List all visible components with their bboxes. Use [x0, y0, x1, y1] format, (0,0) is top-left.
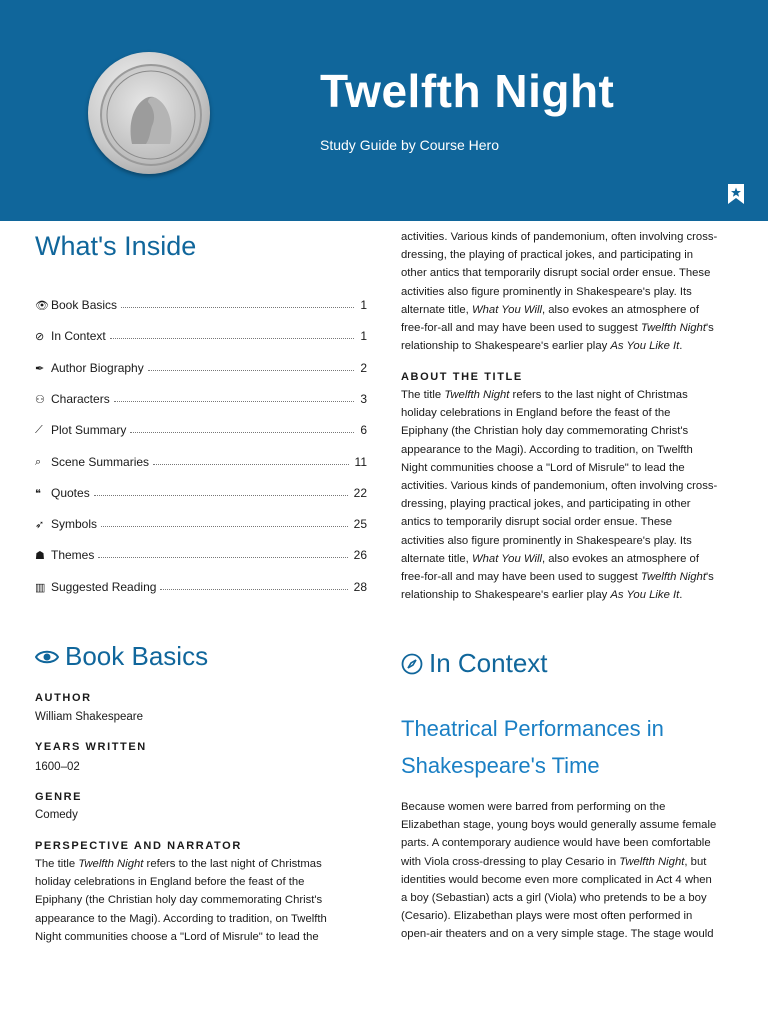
text-line: parts. A contemporary audience would have been comfortable: [401, 837, 711, 850]
toc-leader-dots: [110, 338, 355, 339]
toc-item-label: Book Basics: [51, 298, 118, 312]
toc-item-in-context[interactable]: [35, 325, 367, 343]
text-line: a boy (Sebastian) acts a girl (Viola) who pretends to be a boy: [401, 892, 707, 905]
text-line: Epiphany (the Christian holy day commemorating Christ's: [35, 894, 323, 907]
toc-item-label: Author Biography: [51, 360, 144, 375]
text-line: Night communities choose a "Lord of Misrule" to lead the: [401, 461, 685, 474]
toc-item-book-basics[interactable]: [35, 294, 367, 312]
book-basics-title: Book Basics: [65, 641, 209, 671]
text-line: activities. Various kinds of pandemonium, often involving cross-: [401, 231, 718, 243]
text-line: free-for-all and may have been used to suggest Twelfth Night's: [401, 322, 714, 335]
text-line: appearance to the Magi). According to tradition, on Twelfth: [401, 443, 693, 456]
line-chart-icon: ⟋: [35, 424, 43, 437]
toc-item-label: In Context: [51, 329, 106, 344]
toc-item-page: 2: [360, 360, 367, 375]
toc-item-page: 11: [354, 454, 367, 469]
text-line: appearance to the Magi). According to tradition, on Twelfth: [35, 912, 327, 925]
text-line: alternate title, What You Will, also evokes an atmosphere of: [401, 303, 699, 316]
eye-icon: 👁: [35, 300, 49, 312]
about-title-label: ABOUT THE TITLE: [401, 371, 523, 383]
theatrical-subheading: [401, 710, 664, 784]
toc-leader-dots: [148, 370, 355, 371]
text-line: (Cesario). Elizabethan plays were most often performed in: [401, 910, 693, 923]
text-line: relationship to Shakespeare's earlier play As You Like It.: [401, 340, 683, 353]
theatrical-paragraph: [401, 798, 716, 944]
perspective-label: PERSPECTIVE AND NARRATOR: [35, 840, 242, 852]
toc-item-label: Suggested Reading: [51, 579, 157, 594]
text-line: activities also figure prominently in Shakespeare's play. Its: [401, 534, 692, 547]
quote-icon: ❝: [35, 487, 41, 500]
bookmark-star-icon[interactable]: [728, 184, 744, 204]
toc-item-scene-summaries[interactable]: [35, 451, 367, 469]
in-context-heading: [401, 648, 548, 679]
text-line: activities also figure prominently in Shakespeare's play. Its: [401, 285, 692, 298]
bird-icon: ➶: [35, 519, 45, 532]
author-value: William Shakespeare: [35, 711, 144, 723]
toc-item-author-biography[interactable]: [35, 357, 367, 375]
toc-item-page: 6: [360, 423, 367, 438]
toc-item-quotes[interactable]: [35, 482, 367, 500]
toc-item-page: 22: [353, 485, 367, 500]
toc-leader-dots: [94, 495, 348, 496]
toc-item-label: Characters: [51, 391, 110, 406]
toc-item-symbols[interactable]: [35, 513, 367, 531]
text-line: holiday celebrations in England before the feast of the: [401, 407, 671, 420]
compass-icon: [401, 653, 423, 675]
text-line: Night communities choose a "Lord of Misrule" to lead the: [35, 930, 319, 943]
text-line: open-air theaters and on a very simple stage. The stage would: [401, 928, 714, 941]
toc-item-themes[interactable]: [35, 544, 367, 562]
eye-icon: [35, 649, 59, 665]
text-line: with Viola cross-dressing to play Cesario in Twelfth Night, but: [401, 855, 707, 868]
title-continued-paragraph: [401, 228, 717, 355]
author-label: AUTHOR: [35, 692, 92, 704]
toc-leader-dots: [130, 432, 354, 433]
years-value: 1600–02: [35, 761, 80, 773]
text-line: other antics that temporarily disrupt social order ensue. These: [401, 267, 711, 280]
years-label: YEARS WRITTEN: [35, 741, 147, 753]
toc-item-label: Themes: [51, 548, 95, 563]
toc-leader-dots: [121, 307, 354, 308]
in-context-title: In Context: [429, 648, 548, 678]
header-banner: [0, 0, 768, 221]
genre-value: Comedy: [35, 809, 78, 821]
twin-heads-icon: [102, 66, 200, 164]
magnifier-icon: ⌕: [35, 455, 42, 468]
text-line: relationship to Shakespeare's earlier play As You Like It.: [401, 589, 683, 602]
toc-item-page: 3: [360, 391, 367, 406]
toc-item-label: Symbols: [51, 517, 98, 532]
page-subtitle: Study Guide by Course Hero: [320, 137, 499, 153]
compass-icon: ⊘: [35, 331, 45, 344]
toc-item-page: 1: [360, 298, 367, 312]
book-basics-heading: [35, 641, 208, 672]
toc-item-label: Plot Summary: [51, 423, 127, 438]
text-line: Because women were barred from performing on the: [401, 801, 666, 813]
text-line: dressing, the playing of practical jokes, and participating in: [401, 249, 694, 262]
masks-icon: ☗: [35, 550, 45, 563]
toc-leader-dots: [101, 526, 348, 527]
pen-nib-icon: ✒: [35, 362, 45, 375]
text-line: The title Twelfth Night refers to the last night of Christmas: [401, 389, 688, 401]
text-line: free-for-all and may have been used to suggest Twelfth Night's: [401, 571, 714, 584]
toc-item-page: 1: [360, 329, 367, 344]
about-title-paragraph: [401, 386, 717, 604]
toc-leader-dots: [98, 557, 347, 558]
toc-item-suggested-reading[interactable]: [35, 576, 367, 594]
toc-item-page: 25: [353, 517, 367, 532]
text-line: Shakespeare's Time: [401, 753, 600, 778]
toc-item-label: Scene Summaries: [51, 454, 150, 469]
toc-leader-dots: [160, 589, 347, 590]
perspective-paragraph: [35, 855, 327, 946]
toc-heading: What's Inside: [35, 231, 197, 261]
coin-face: [100, 64, 202, 166]
toc-leader-dots: [114, 401, 355, 402]
toc-item-label: Quotes: [51, 485, 90, 500]
text-line: Theatrical Performances in: [401, 716, 664, 741]
text-line: Epiphany (the Christian holy day commemorating Christ's: [401, 425, 689, 438]
text-line: The title Twelfth Night refers to the last night of Christmas: [35, 858, 322, 870]
books-icon: ▥: [35, 581, 46, 594]
text-line: identities would become even more complicated in Act 4 when: [401, 873, 712, 886]
coin-logo-icon: [88, 52, 210, 174]
text-line: holiday celebrations in England before the feast of the: [35, 876, 305, 889]
toc-item-plot-summary[interactable]: [35, 419, 367, 437]
people-icon: ⚇: [35, 393, 45, 406]
page-title: Twelfth Night: [320, 65, 615, 117]
text-line: activities. Various kinds of pandemonium, often involving cross-: [401, 480, 718, 493]
toc-item-page: 26: [353, 548, 367, 563]
text-line: antics to temporarily disrupt social order ensue. These: [401, 516, 673, 529]
toc-item-page: 28: [353, 579, 367, 594]
toc-item-characters[interactable]: [35, 388, 367, 406]
text-line: dressing, playing practical jokes, and participating in other: [401, 498, 691, 511]
text-line: alternate title, What You Will, also evokes an atmosphere of: [401, 552, 699, 565]
genre-label: GENRE: [35, 791, 83, 803]
text-line: Elizabethan stage, young boys would generally assume female: [401, 819, 717, 832]
toc-leader-dots: [153, 464, 348, 465]
